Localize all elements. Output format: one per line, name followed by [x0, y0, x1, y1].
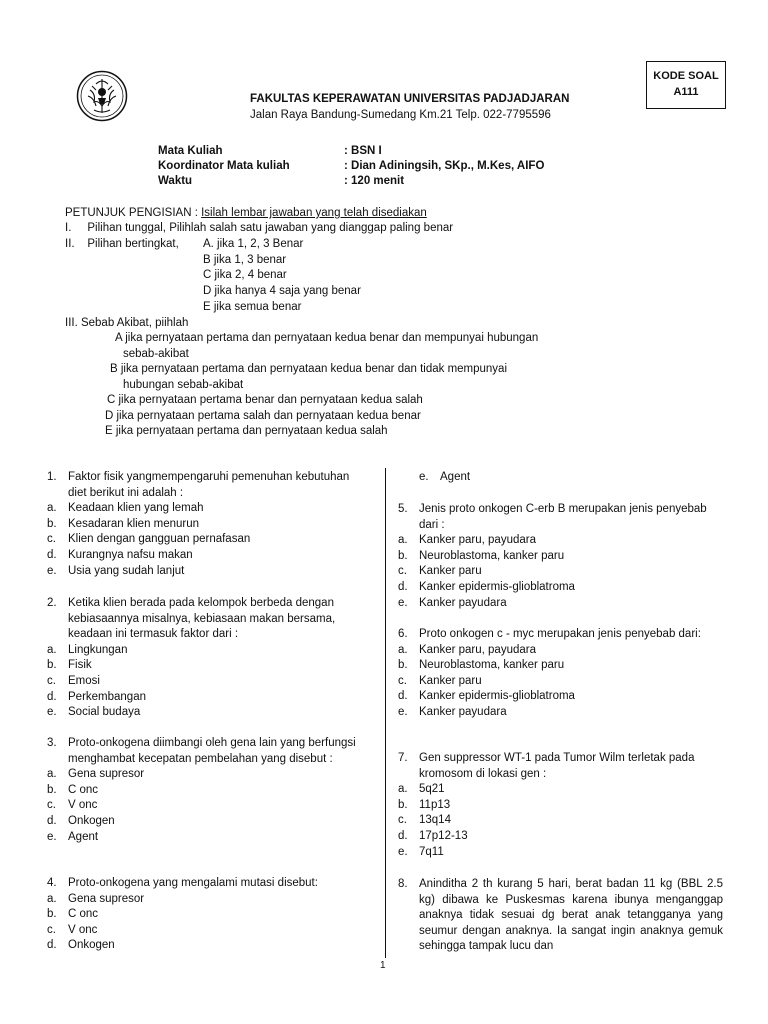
faculty-address: Jalan Raya Bandung-Sumedang Km.21 Telp. 022-7795596 [250, 109, 551, 121]
option-e[interactable]: e. Kanker payudara [398, 705, 507, 718]
question-number: 7. [398, 752, 408, 764]
info-label: Koordinator Mata kuliah [158, 160, 290, 172]
option-b[interactable]: b. Neuroblastoma, kanker paru [398, 549, 565, 562]
option-a[interactable]: a. Kanker paru, payudara [398, 643, 536, 656]
option-d[interactable]: d. Kurangnya nafsu makan [47, 548, 193, 561]
option-a[interactable]: a. Keadaan klien yang lemah [47, 502, 204, 515]
option-d[interactable]: d. Onkogen [47, 939, 115, 952]
option-d[interactable]: d. Kanker epidermis-glioblatroma [398, 690, 575, 703]
petunjuk-label: PETUNJUK PENGISIAN : [65, 207, 202, 219]
university-logo [76, 70, 128, 122]
question-number: 3. [47, 737, 57, 749]
question-number: 5. [398, 503, 408, 515]
question-6 [398, 627, 723, 721]
option-c[interactable]: c. Kanker paru [398, 674, 482, 687]
question-text: Aninditha 2 th kurang 5 hari, berat badan 11 kg (BBL 2.5 kg) dibawa ke Puskesmas karena ibunya menganggap anaknya tidak sesuai dg berat anak tetangganya yang seumur dengan anaknya. Ia sangat ingin anaknya gemuk sehingga tampak lucu dan [419, 878, 723, 953]
question-number: 8. [398, 878, 408, 890]
option-d[interactable]: d. Kanker epidermis-glioblatroma [398, 580, 575, 593]
info-value: : 120 menit [344, 175, 405, 187]
option-e[interactable]: e. Agent [419, 471, 471, 483]
info-label: Mata Kuliah [158, 145, 223, 157]
info-label: Waktu [158, 175, 193, 187]
option-b[interactable]: b. C onc [47, 908, 99, 921]
question-7 [398, 751, 723, 860]
option-a[interactable]: a. Lingkungan [47, 643, 128, 656]
instruction-ii-opt-b: B jika 1, 3 benar [203, 254, 287, 266]
info-row-course [158, 145, 382, 157]
option-e[interactable]: e. Kanker payudara [398, 596, 507, 609]
instruction-iii-d: D jika pernyataan pertama salah dan pernyataan kedua benar [105, 410, 421, 422]
instruction-iii-label: III. Sebab Akibat, piihlah [65, 317, 189, 329]
option-c[interactable]: c. Kanker paru [398, 565, 482, 578]
option-b[interactable]: b. C onc [47, 783, 99, 796]
kode-soal-box [646, 61, 726, 109]
option-c[interactable]: c. V onc [47, 923, 98, 936]
question-4 [47, 876, 367, 954]
instruction-ii-opt-e: E jika semua benar [203, 301, 302, 313]
option-c[interactable]: c. V onc [47, 799, 98, 812]
instruction-ii-opt-c: C jika 2, 4 benar [203, 269, 287, 281]
option-a[interactable]: a. Kanker paru, payudara [398, 534, 536, 547]
instruction-ii-opt-a: A. jika 1, 2, 3 Benar [203, 238, 304, 250]
question-text: Gen suppressor WT-1 pada Tumor Wilm terletak pada kromosom di lokasi gen : [419, 752, 695, 780]
instruction-petunjuk [65, 206, 427, 222]
option-d[interactable]: d. Perkembangan [47, 690, 146, 703]
question-text: Proto-onkogena diimbangi oleh gena lain yang berfungsi menghambat kecepatan pembelahan yang disebut : [68, 737, 356, 765]
option-d[interactable]: d. Onkogen [47, 814, 115, 827]
info-row-time [158, 175, 404, 187]
option-b[interactable]: b. Neuroblastoma, kanker paru [398, 659, 565, 672]
instruction-i: I. Pilihan tunggal, Pilihlah salah satu jawaban yang dianggap paling benar [65, 222, 454, 234]
option-e[interactable]: e. Agent [47, 830, 99, 843]
option-d[interactable]: d. 17p12-13 [398, 829, 468, 842]
option-c[interactable]: c. Emosi [47, 674, 100, 687]
question-text: Jenis proto onkogen C-erb B merupakan jenis penyebab dari : [419, 503, 707, 531]
kode-soal-label: KODE SOAL [653, 70, 719, 82]
question-number: 6. [398, 628, 408, 640]
faculty-title: FAKULTAS KEPERAWATAN UNIVERSITAS PADJADJARAN [250, 93, 570, 105]
option-c[interactable]: c. Klien dengan gangguan pernafasan [47, 533, 251, 546]
option-b[interactable]: b. Kesadaran klien menurun [47, 517, 200, 530]
instruction-iii-a1: A jika pernyataan pertama dan pernyataan kedua benar dan mempunyai hubungan [115, 332, 539, 344]
question-text: Faktor fisik yangmempengaruhi pemenuhan kebutuhan diet berikut ini adalah : [68, 471, 350, 499]
question-number: 4. [47, 877, 57, 889]
instruction-iii-e: E jika pernyataan pertama dan pernyataan kedua salah [105, 425, 388, 437]
question-5 [398, 502, 723, 611]
instruction-ii-label: II. Pilihan bertingkat, [65, 238, 179, 250]
info-value: : Dian Adiningsih, SKp., M.Kes, AIFO [344, 160, 545, 172]
info-row-coordinator [158, 160, 544, 172]
instruction-iii-a2: sebab-akibat [123, 348, 189, 360]
column-divider [385, 468, 386, 958]
question-number: 1. [47, 471, 57, 483]
question-text: Proto onkogen c - myc merupakan jenis penyebab dari: [419, 628, 701, 640]
option-e[interactable]: e. Social budaya [47, 706, 141, 719]
instruction-ii-opt-d: D jika hanya 4 saja yang benar [203, 285, 361, 297]
option-a[interactable]: a. 5q21 [398, 783, 445, 796]
instruction-iii-c: C jika pernyataan pertama benar dan pernyataan kedua salah [107, 394, 423, 406]
option-b[interactable]: b. Fisik [47, 659, 92, 672]
kode-soal-value: A111 [673, 86, 699, 98]
petunjuk-text: Isilah lembar jawaban yang telah disediakan [201, 207, 427, 219]
option-a[interactable]: a. Gena supresor [47, 768, 145, 781]
instruction-iii-b1: B jika pernyataan pertama dan pernyataan kedua benar dan tidak mempunyai [110, 363, 508, 375]
question-text: Ketika klien berada pada kelompok berbeda dengan kebiasaannya misalnya, kebiasaan makan bersama, keadaan ini termasuk faktor dari : [68, 597, 336, 641]
question-text: Proto-onkogena yang mengalami mutasi disebut: [68, 877, 318, 889]
question-number: 2. [47, 597, 57, 609]
option-a[interactable]: a. Gena supresor [47, 892, 145, 905]
question-4-continued [398, 470, 723, 486]
page-number: 1 [380, 960, 386, 971]
question-3 [47, 736, 367, 845]
info-value: : BSN I [344, 145, 382, 157]
question-2 [47, 596, 367, 721]
option-e[interactable]: e. 7q11 [398, 845, 444, 858]
question-1 [47, 470, 367, 579]
option-e[interactable]: e. Usia yang sudah lanjut [47, 564, 185, 577]
question-8 [398, 877, 723, 955]
option-b[interactable]: b. 11p13 [398, 798, 451, 811]
instruction-iii-b2: hubungan sebab-akibat [123, 379, 244, 391]
option-c[interactable]: c. 13q14 [398, 814, 451, 827]
